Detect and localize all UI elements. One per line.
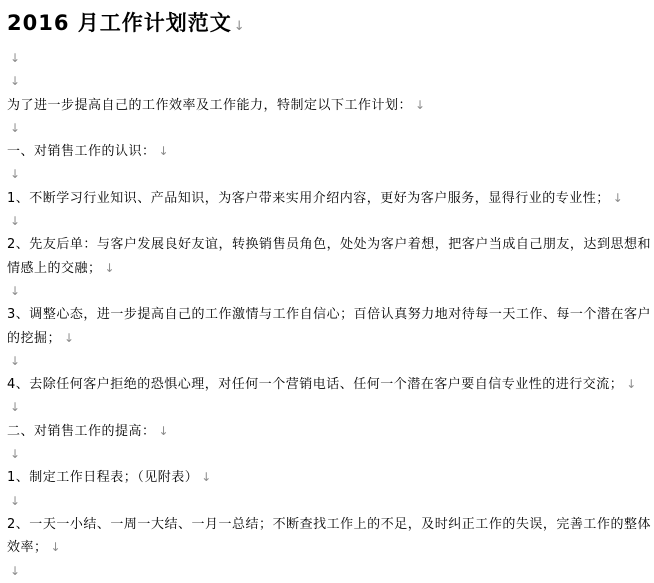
paragraph-mark-icon: ↓ [415, 97, 426, 112]
paragraph-text: 为了进一步提高自己的工作效率及工作能力，特制定以下工作计划： [7, 97, 413, 113]
paragraph-text: 2、一天一小结、一周一大结、一月一总结；不断查找工作上的不足，及时纠正工作的失误，完善工作的整体效率； [7, 516, 651, 556]
paragraph-text: 4、去除任何客户拒绝的恐惧心理，对任何一个营销电话、任何一个潜在客户要自信专业性的进行交流； [7, 377, 624, 393]
paragraph-text: 1、不断学习行业知识、产品知识，为客户带来实用介绍内容，更好为客户服务，显得行业的专业性； [7, 190, 610, 206]
paragraph-mark-icon: ↓ [201, 470, 212, 485]
paragraph-line [7, 373, 651, 396]
paragraph-mark-icon: ↓ [10, 400, 21, 415]
paragraph-mark-icon: ↓ [158, 423, 169, 438]
document-title-text: 2016 月工作计划范文 [7, 11, 232, 35]
paragraph-line [7, 303, 651, 350]
paragraph-text: 2、先友后单：与客户发展良好友谊，转换销售员角色，处处为客户着想，把客户当成自己朋友，达到思想和情感上的交融； [7, 237, 651, 276]
blank-line [7, 490, 651, 513]
paragraph-mark-icon: ↓ [158, 144, 169, 159]
paragraph-line [7, 420, 651, 443]
paragraph-mark-icon: ↓ [10, 493, 21, 508]
paragraph-mark-icon: ↓ [10, 167, 21, 182]
document-title [7, 7, 651, 47]
paragraph-mark-icon: ↓ [612, 190, 623, 205]
paragraph-mark-icon: ↓ [64, 330, 75, 345]
paragraph-line [7, 94, 651, 117]
paragraph-text: 一、对销售工作的认识： [7, 144, 156, 160]
paragraph-mark-icon: ↓ [10, 51, 21, 65]
paragraph-mark-icon: ↓ [10, 447, 21, 462]
paragraph-mark-icon: ↓ [10, 283, 21, 298]
blank-line [7, 117, 651, 140]
paragraph-text: 二、对销售工作的提高： [7, 423, 156, 439]
paragraph-line [7, 140, 651, 163]
paragraph-line [7, 187, 651, 210]
paragraph-mark-icon: ↓ [10, 563, 21, 578]
paragraph-mark-icon: ↓ [10, 74, 21, 89]
paragraph-line [7, 233, 651, 280]
blank-line [7, 70, 651, 93]
paragraph-mark-icon: ↓ [50, 540, 61, 555]
paragraph-mark-icon: ↓ [233, 19, 245, 34]
blank-line [7, 443, 651, 466]
paragraph-mark-icon: ↓ [104, 260, 115, 275]
blank-line [7, 396, 651, 419]
blank-line [7, 210, 651, 233]
blank-line [7, 280, 651, 303]
paragraph-line [7, 513, 651, 560]
blank-line [7, 163, 651, 186]
paragraph-mark-icon: ↓ [10, 120, 21, 135]
paragraph-mark-icon: ↓ [10, 214, 21, 229]
blank-line [7, 350, 651, 373]
blank-line [7, 47, 651, 70]
paragraph-text: 1、制定工作日程表；（见附表） [7, 470, 199, 486]
paragraph-mark-icon: ↓ [10, 353, 21, 368]
blank-line [7, 560, 651, 583]
paragraph-line [7, 466, 651, 489]
paragraph-mark-icon: ↓ [626, 377, 637, 392]
document-body [7, 47, 651, 583]
paragraph-text: 3、调整心态，进一步提高自己的工作激情与工作自信心；百倍认真努力地对待每一天工作、每一个潜在客户的挖掘； [7, 307, 651, 346]
